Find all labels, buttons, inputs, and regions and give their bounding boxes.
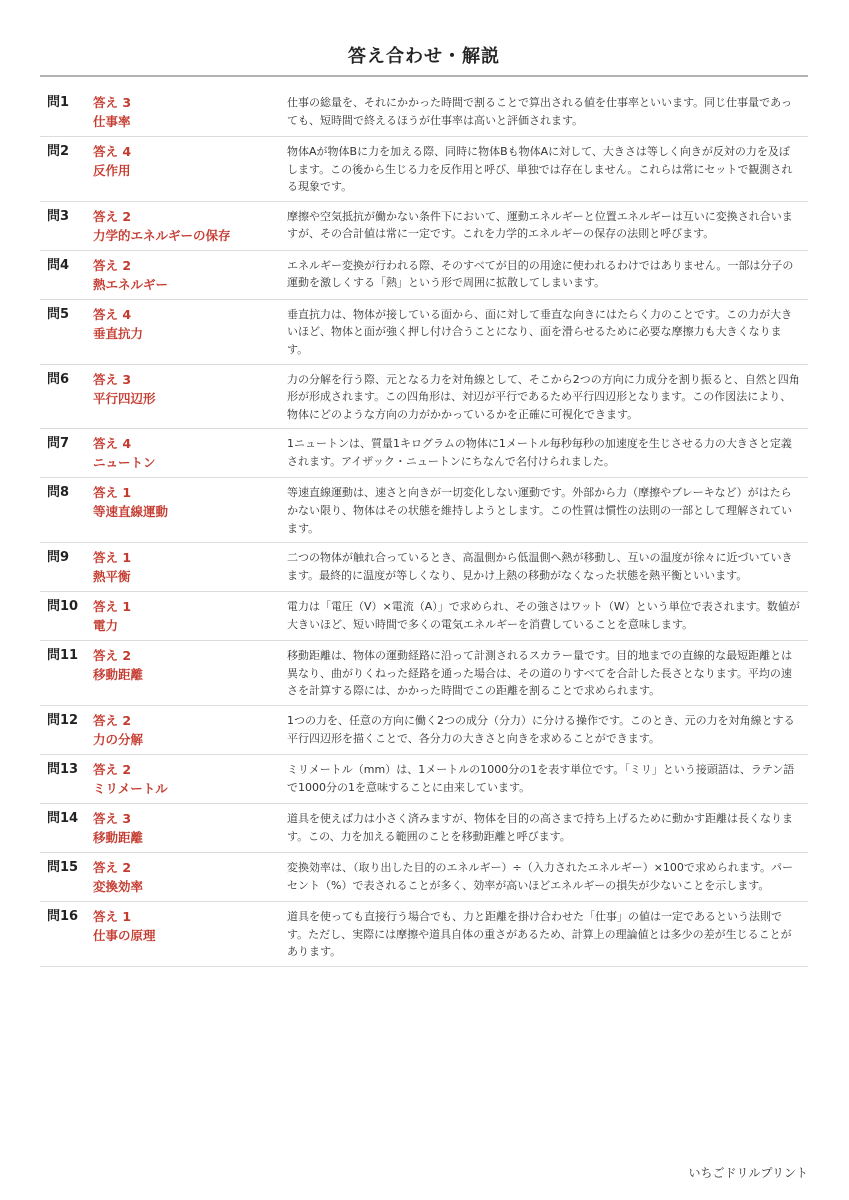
explanation-text: 変換効率は、（取り出した目的のエネルギー）÷（入力されたエネルギー）×100で求められます。パーセント（%）で表されることが多く、効率が高いほどエネルギーの損失が少ないことを示します。	[287, 860, 794, 892]
explanation-text: ミリメートル（mm）は、1メートルの1000分の1を表す単位です。「ミリ」という接頭語は、ラテン語で1000分の1を意味することに由来しています。	[287, 762, 795, 794]
answer-choice: 答え 2	[93, 648, 132, 664]
answer-choice: 答え 4	[93, 306, 132, 322]
answer-choice: 答え 2	[93, 208, 132, 224]
answer-row	[40, 202, 808, 251]
explanation-text: 摩擦や空気抵抗が働かない条件下において、運動エネルギーと位置エネルギーは互いに変換され合いますが、その合計値は常に一定です。これを力学的エネルギーの保存の法則と呼びます。	[287, 209, 793, 241]
answer-choice: 答え 1	[93, 485, 132, 501]
question-number: 問5	[47, 306, 70, 322]
answer-cell	[93, 256, 287, 294]
answer-term: 力学的エネルギーの保存	[93, 227, 231, 243]
answer-cell	[93, 434, 287, 472]
explanation-text: 仕事の総量を、それにかかった時間で割ることで算出される値を仕事率といいます。同じ仕事量であっても、短時間で終えるほうが仕事率は高いと評価されます。	[287, 96, 793, 127]
answer-cell	[93, 370, 287, 424]
answer-cell	[93, 548, 287, 586]
explanation-text: 等速直線運動は、速さと向きが一切変化しない運動です。外部から力（摩擦やブレーキなど）がはたらかない限り、物体はその状態を維持しようとします。この性質は慣性の法則の一部として理解されています。	[287, 486, 793, 535]
question-number: 問11	[47, 648, 79, 664]
explanation-text: 移動距離は、物体の運動経路に沿って計測されるスカラー量です。目的地までの直線的な最短距離とは異なり、曲がりくねった経路を通った場合は、その道のりすべてを合計した長さとなります。平均の速さを計算する際には、かかった時間でこの距離を割ることで求められます。	[287, 649, 793, 698]
answer-term: 移動距離	[93, 829, 144, 845]
answer-term: 等速直線運動	[93, 504, 169, 520]
answer-list	[40, 88, 808, 967]
question-number: 問1	[47, 95, 70, 110]
footer-brand: いちごドリルプリント	[688, 1166, 808, 1180]
answer-choice: 答え 1	[93, 908, 132, 924]
question-number: 問6	[47, 371, 70, 387]
answer-term: 変換効率	[93, 878, 144, 894]
explanation-text: 力の分解を行う際、元となる力を対角線として、そこから2つの方向に力成分を割り振ると、自然と四角形が形成されます。この四角形は、対辺が平行であるため平行四辺形となります。この作図法により、物体にどのような方向の力がかかっているかを正確に可視化できます。	[287, 372, 800, 421]
explanation-text: 電力は「電圧（V）×電流（A）」で求められ、その強さはワット（W）という単位で表されます。数値が大きいほど、短い時間で多くの電気エネルギーを消費していることを意味します。	[287, 600, 800, 631]
answer-choice: 答え 2	[93, 257, 132, 273]
answer-cell	[93, 93, 287, 131]
answer-term: 移動距離	[93, 667, 144, 683]
answer-choice: 答え 3	[93, 810, 132, 826]
answer-term: 垂直抗力	[93, 325, 144, 341]
answer-term: 熱平衡	[93, 569, 131, 585]
explanation-text: 1つの力を、任意の方向に働く2つの成分（分力）に分ける操作です。このとき、元の力を対角線とする平行四辺形を描くことで、各分力の大きさと向きを求めることができます。	[287, 713, 795, 745]
answer-choice: 答え 2	[93, 761, 132, 777]
answer-cell	[93, 597, 287, 635]
answer-row	[40, 755, 808, 804]
explanation-text: 二つの物体が触れ合っているとき、高温側から低温側へ熱が移動し、互いの温度が徐々に近づいていきます。最終的に温度が等しくなり、見かけ上熱の移動がなくなった状態を熱平衡といいます。	[287, 551, 793, 582]
explanation-text: 1ニュートンは、質量1キログラムの物体に1メートル毎秒毎秒の加速度を生じさせる力の大きさと定義されます。アイザック・ニュートンにちなんで名付けられました。	[287, 437, 792, 468]
answer-cell	[93, 483, 287, 537]
answer-cell	[93, 907, 287, 961]
explanation-text: エネルギー変換が行われる際、そのすべてが目的の用途に使われるわけではありません。一部は分子の運動を激しくする「熱」という形で周囲に拡散してしまいます。	[287, 258, 794, 290]
answer-row	[40, 853, 808, 902]
question-number: 問9	[47, 550, 70, 566]
answer-row	[40, 706, 808, 755]
question-number: 問8	[47, 485, 70, 501]
answer-term: 反作用	[93, 163, 131, 178]
explanation-text: 道具を使っても直接行う場合でも、力と距離を掛け合わせた「仕事」の値は一定であるという法則です。ただし、実際には摩擦や道具自体の重さがあるため、計算上の理論値とは多少の差が生じることがあります。	[287, 909, 792, 959]
page-title: 答え合わせ・解説	[40, 44, 808, 77]
question-number: 問12	[47, 712, 79, 728]
question-number: 問15	[47, 859, 79, 875]
answer-cell	[93, 760, 287, 798]
answer-row	[40, 478, 808, 543]
answer-choice: 答え 4	[93, 436, 132, 452]
answer-row	[40, 365, 808, 430]
answer-cell	[93, 711, 287, 749]
answer-row	[40, 804, 808, 853]
answer-row	[40, 543, 808, 592]
answer-term: 仕事率	[93, 114, 131, 129]
explanation-text: 垂直抗力は、物体が接している面から、面に対して垂直な向きにはたらく力のことです。この力が大きいほど、物体と面が強く押し付け合うことになり、面を滑らせるために必要な摩擦力も大きくなります。	[287, 307, 793, 356]
answer-choice: 答え 3	[93, 371, 132, 387]
answer-choice: 答え 3	[93, 95, 132, 110]
answer-cell	[93, 142, 287, 196]
answer-cell	[93, 646, 287, 700]
answer-row	[40, 251, 808, 300]
answer-cell	[93, 858, 287, 896]
answer-row	[40, 137, 808, 202]
answer-cell	[93, 305, 287, 359]
answer-term: 力の分解	[93, 731, 144, 747]
answer-term: ミリメートル	[93, 780, 168, 796]
question-number: 問14	[47, 810, 79, 826]
answer-term: 平行四辺形	[93, 390, 156, 406]
answer-row	[40, 641, 808, 706]
answer-choice: 答え 4	[93, 144, 132, 159]
question-number: 問16	[47, 908, 79, 924]
answer-row	[40, 592, 808, 641]
answer-choice: 答え 1	[93, 599, 132, 615]
answer-term: 熱エネルギー	[93, 276, 169, 292]
answer-term: 仕事の原理	[93, 927, 156, 943]
answer-row	[40, 429, 808, 478]
answer-cell	[93, 207, 287, 245]
answer-row	[40, 902, 808, 967]
answer-choice: 答え 2	[93, 859, 132, 875]
question-number: 問2	[47, 144, 70, 159]
explanation-text: 物体Aが物体Bに力を加える際、同時に物体Bも物体Aに対して、大きさは等しく向きが反対の力を及ぼします。この後から生じる力を反作用と呼び、単独では存在しません。これらは常にセットで観測される現象です。	[287, 145, 793, 194]
answer-term: ニュートン	[93, 455, 156, 471]
answer-choice: 答え 2	[93, 712, 132, 728]
explanation-text: 道具を使えば力は小さく済みますが、物体を目的の高さまで持ち上げるために動かす距離は長くなります。この、力を加える範囲のことを移動距離と呼びます。	[287, 811, 793, 843]
answer-cell	[93, 809, 287, 847]
question-number: 問13	[47, 761, 79, 777]
answer-choice: 答え 1	[93, 550, 132, 566]
question-number: 問10	[47, 599, 79, 615]
question-number: 問7	[47, 436, 70, 452]
answer-row	[40, 300, 808, 365]
answer-row	[40, 88, 808, 137]
question-number: 問4	[47, 257, 70, 273]
answer-term: 電力	[93, 618, 119, 634]
question-number: 問3	[47, 208, 70, 224]
